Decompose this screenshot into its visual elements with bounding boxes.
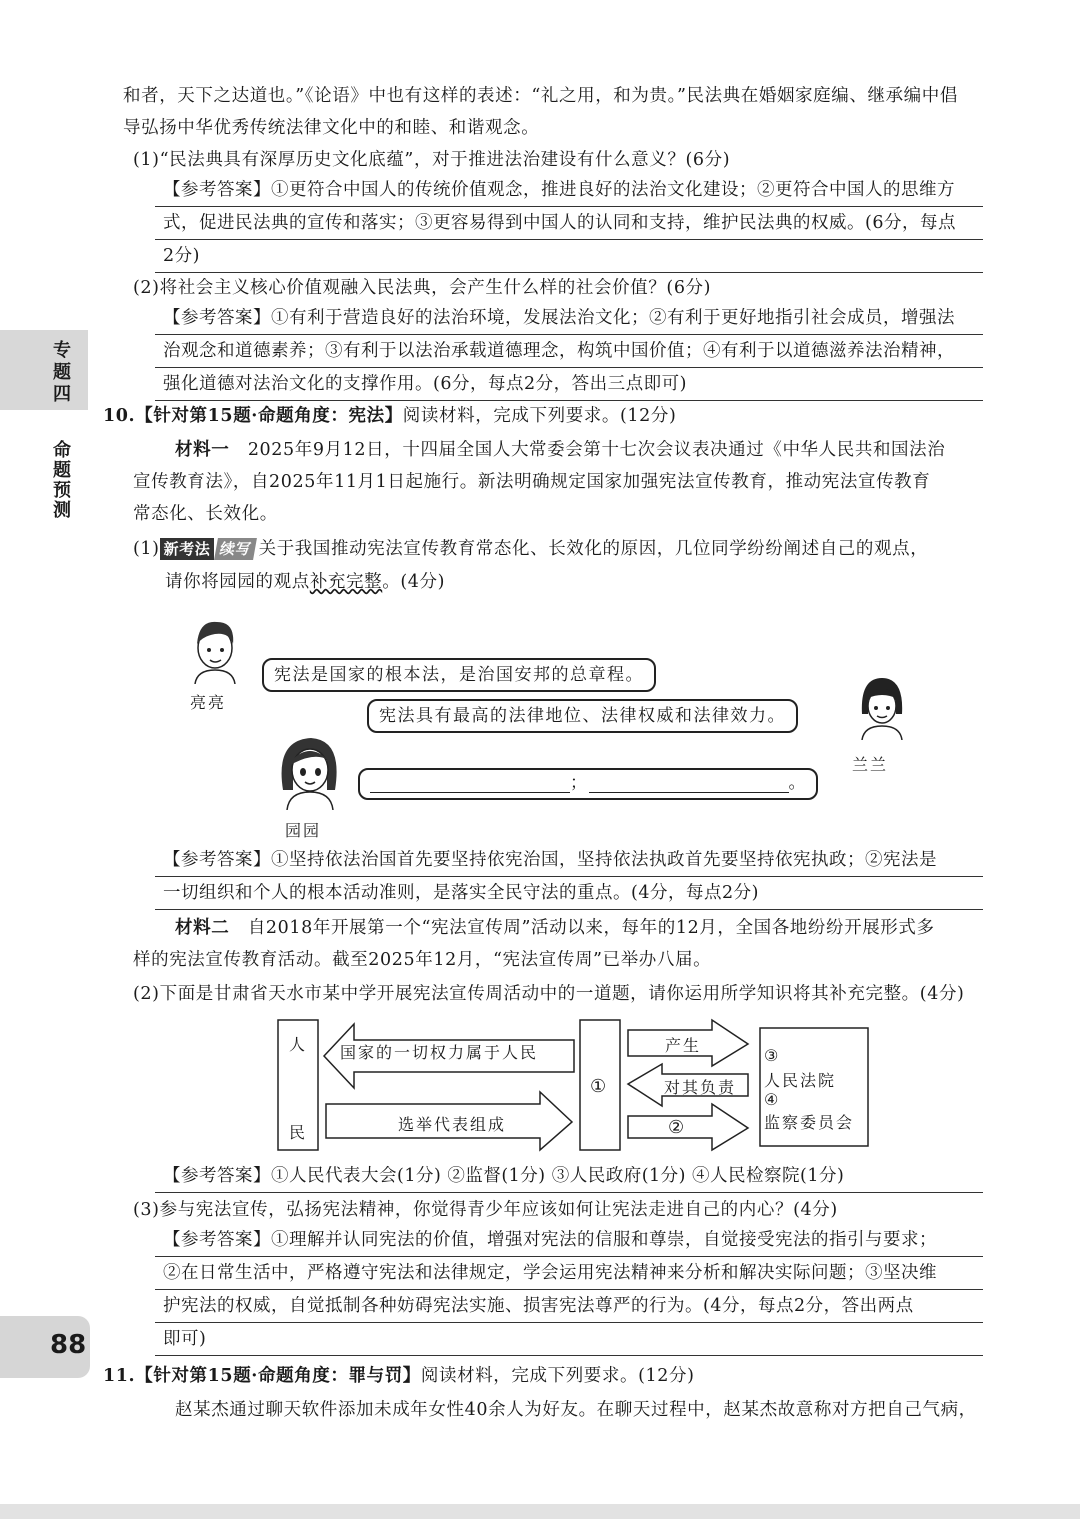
intro-line-1: 和者，天下之达道也。”《论语》中也有这样的表述：“礼之用，和为贵。”民法典在婚姻家庭编、继承编中倡	[123, 86, 958, 106]
people-char-1: 人	[289, 1035, 308, 1054]
answer-line: 2分)	[155, 240, 983, 273]
section-label-4: 测	[53, 500, 71, 521]
material2-line-2: 样的宪法宣传教育活动。截至2025年12月，“宪法宣传周”已举办八届。	[133, 950, 712, 970]
arrow-left-label: 国家的一切权力属于人民	[340, 1043, 539, 1062]
people-char-2: 民	[289, 1123, 308, 1142]
q10-1-line-1: 关于我国推动宪法宣传教育常态化、长效化的原因，几位同学纷纷阐述自己的观点，	[258, 539, 929, 559]
liangliang-speech: 宪法是国家的根本法，是治国安邦的总章程。	[262, 658, 656, 692]
blank-1	[370, 774, 570, 793]
q11-tag: 【针对第15题·命题角度：罪与罚】	[135, 1366, 421, 1386]
answer-line: 即可)	[155, 1323, 983, 1356]
organ-court: 人民法院	[764, 1071, 837, 1090]
material1-line-1	[175, 440, 945, 460]
q10-2-answer	[155, 1160, 983, 1193]
arrow-responsible-label: 对其负责	[664, 1078, 737, 1097]
material2-label: 材料二	[175, 918, 230, 938]
q10-3-question: (3)参与宪法宣传，弘扬宪法精神，你觉得青少年应该如何让宪法走进自己的内心？(4分)	[133, 1200, 838, 1220]
material1-line-2: 宣传教育法》，自2025年11月1日起施行。新法明确规定国家加强宪法宣传教育，推动宪法宣传教育	[133, 472, 931, 492]
answer-line: 【参考答案】①理解并认同宪法的价值，增强对宪法的信服和尊崇，自觉接受宪法的指引与要求；	[155, 1224, 983, 1257]
material1-label: 材料一	[175, 440, 230, 460]
center-label: ①	[590, 1076, 609, 1097]
yuanyuan-separator: ；	[570, 773, 589, 793]
section-label-2: 题	[53, 460, 71, 481]
new-method-tag: 新考法	[160, 538, 215, 560]
answer-line: 一切组织和个人的根本活动准则，是落实全民守法的重点。(4分，每点2分)	[155, 877, 983, 910]
topic-label-1: 专	[53, 340, 71, 361]
answer-line: 强化道德对法治文化的支撑作用。(6分，每点2分，答出三点即可)	[155, 368, 983, 401]
q10-3-answer	[155, 1224, 983, 1356]
q10-1-line-2	[165, 572, 445, 592]
yuanyuan-speech	[358, 768, 818, 800]
q11-instruction: 阅读材料，完成下列要求。(12分)	[420, 1366, 695, 1386]
q9-1-answer	[155, 174, 983, 273]
intro-line-2: 导弘扬中华优秀传统法律文化中的和睦、和谐观念。	[123, 118, 540, 138]
section-label-1: 命	[53, 440, 71, 461]
answer-line: 护宪法的权威，自觉抵制各种妨碍宪法实施、损害宪法尊严的行为。(4分，每点2分，答出两点	[155, 1290, 983, 1323]
liangliang-figure	[185, 614, 245, 684]
organ-supervision: 监察委员会	[764, 1113, 855, 1132]
yuanyuan-figure	[275, 730, 345, 810]
section-label-3: 预	[53, 480, 71, 501]
material2-text-1: 自2018年开展第一个“宪法宣传周”活动以来，每年的12月，全国各地纷纷开展形式多	[247, 918, 935, 938]
q10-1-line-2c: 。(4分)	[382, 572, 446, 592]
material1-line-3: 常态化、长效化。	[133, 504, 278, 524]
bottom-edge	[0, 1504, 1080, 1519]
q9-2-answer	[155, 302, 983, 401]
lanlan-figure	[852, 670, 912, 740]
liangliang-name: 亮亮	[190, 693, 227, 712]
topic-label-3: 四	[53, 384, 71, 405]
continue-tag: 续写	[214, 538, 257, 560]
organ-4: ④	[764, 1090, 781, 1109]
answer-line: 【参考答案】①坚持依法治国首先要坚持依宪治国，坚持依法执政首先要坚持依宪执政；②宪法是	[155, 844, 983, 877]
arrow-produce-label: 产生	[665, 1036, 702, 1055]
arrow-2	[628, 1104, 748, 1150]
material2-line-1	[175, 918, 935, 938]
q11-number: 11.	[103, 1366, 136, 1386]
yuanyuan-end: 。	[788, 773, 807, 793]
answer-line: 【参考答案】①人民代表大会(1分) ②监督(1分) ③人民政府(1分) ④人民检察院(1分)	[155, 1160, 983, 1193]
material1-text-1: 2025年9月12日，十四届全国人大常委会第十七次会议表决通过《中华人民共和国法治	[247, 440, 946, 460]
q11-material: 赵某杰通过聊天软件添加未成年女性40余人为好友。在聊天过程中，赵某杰故意称对方把自己气病，	[175, 1400, 977, 1420]
q10-1-question	[133, 538, 928, 560]
q11-header	[103, 1366, 695, 1386]
answer-line: 式，促进民法典的宣传和落实；③更容易得到中国人的认同和支持，维护民法典的权威。(6分，每点	[155, 207, 983, 240]
q10-tag: 【针对第15题·命题角度：宪法】	[135, 406, 403, 426]
answer-line: 【参考答案】①有利于营造良好的法治环境，发展法治文化；②有利于更好地指引社会成员，增强法	[155, 302, 983, 335]
q9-2-question: (2)将社会主义核心价值观融入民法典，会产生什么样的社会价值？(6分)	[133, 278, 712, 298]
q10-2-question: (2)下面是甘肃省天水市某中学开展宪法宣传周活动中的一道题，请你运用所学知识将其补充完整。(4分)	[133, 984, 965, 1004]
yuanyuan-name: 园园	[285, 821, 322, 840]
blank-2	[589, 774, 789, 793]
arrow-right-label: 选举代表组成	[398, 1115, 507, 1134]
topic-tab	[0, 330, 88, 410]
q10-header	[103, 406, 676, 426]
q10-1-line-2a: 请你将园园的观点	[165, 572, 310, 592]
q10-number: 10.	[103, 406, 136, 426]
q10-instruction: 阅读材料，完成下列要求。(12分)	[402, 406, 677, 426]
answer-line: 【参考答案】①更符合中国人的传统价值观念，推进良好的法治文化建设；②更符合中国人的思维方	[155, 174, 983, 207]
answer-line: 治观念和道德素养；③有利于以法治承载道德理念，构筑中国价值；④有利于以道德滋养法治精神，	[155, 335, 983, 368]
answer-line: ②在日常生活中，严格遵守宪法和法律规定，学会运用宪法精神来分析和解决实际问题；③坚决维	[155, 1257, 983, 1290]
q10-1-emphasis: 补充完整	[309, 572, 383, 592]
lanlan-name: 兰兰	[852, 755, 889, 774]
q9-1-question: (1)“民法典具有深厚历史文化底蕴”，对于推进法治建设有什么意义？(6分)	[133, 150, 731, 170]
arrow-2-label: ②	[668, 1117, 687, 1138]
q10-1-prefix: (1)	[133, 539, 160, 559]
page-number: 88	[50, 1330, 87, 1360]
organ-3: ③	[764, 1046, 781, 1065]
lanlan-speech: 宪法具有最高的法律地位、法律权威和法律效力。	[367, 699, 798, 733]
topic-label-2: 题	[53, 362, 71, 383]
q10-1-answer	[155, 844, 983, 910]
